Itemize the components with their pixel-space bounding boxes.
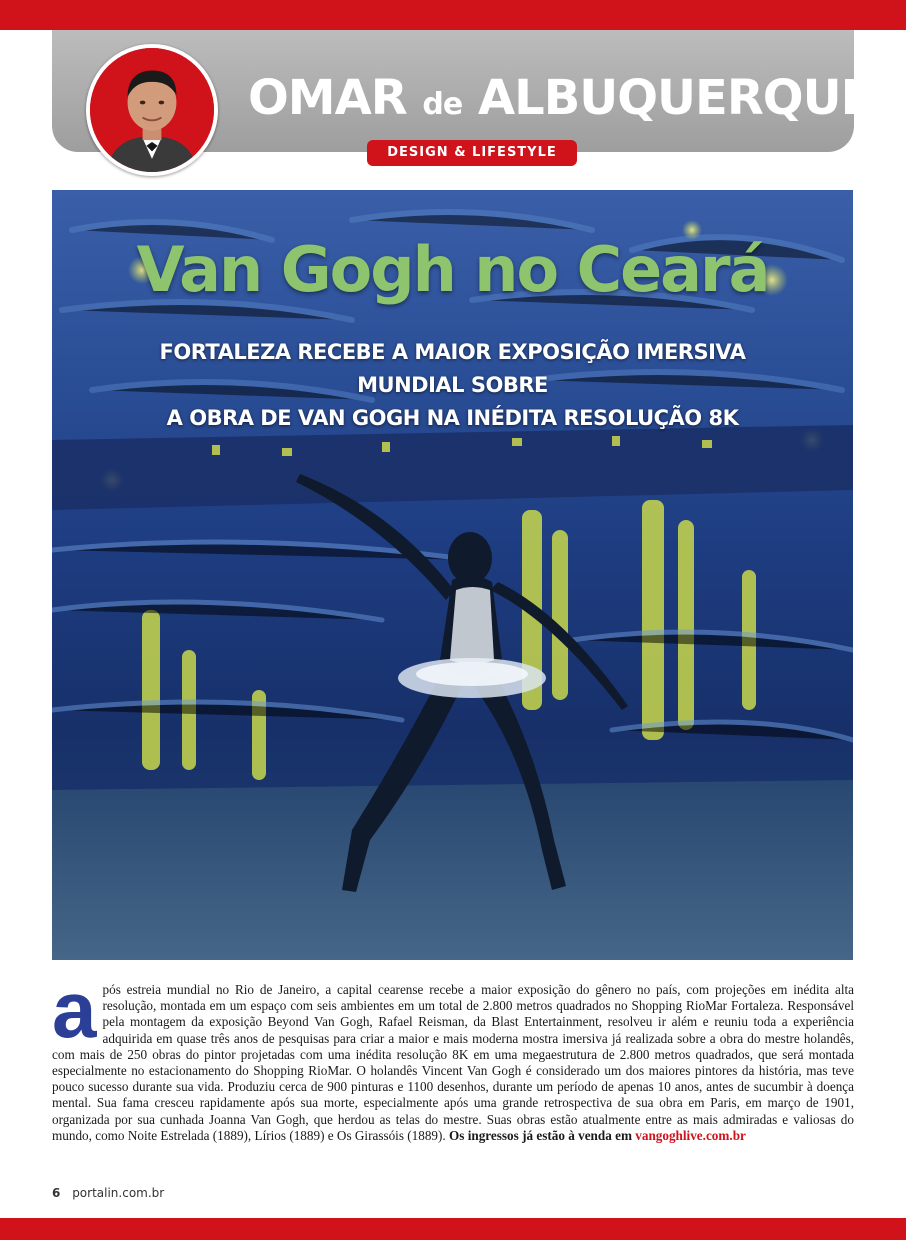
bottom-red-bar [0,1218,906,1240]
author-connector: de [422,87,463,122]
hero-image [52,190,853,960]
author-avatar [86,44,218,176]
section-tag: DESIGN & LIFESTYLE [367,140,577,166]
drop-cap: a [52,965,97,1054]
author-first-name: OMAR [248,70,407,126]
page-footer [52,1186,164,1202]
page-number: 6 [52,1186,61,1200]
ticket-link[interactable]: vangoghlive.com.br [635,1127,746,1143]
author-last-name: ALBUQUERQUE [477,70,873,126]
article-headline: Van Gogh no Ceará [136,233,769,306]
site-url[interactable]: portalin.com.br [72,1186,165,1200]
top-red-bar [0,0,906,30]
author-portrait-icon [90,48,214,172]
ticket-cta: Os ingressos já estão à venda em [449,1127,632,1143]
article-subheadline [112,336,793,435]
subheadline-line-1: FORTALEZA RECEBE A MAIOR EXPOSIÇÃO IMERSIVA MUNDIAL SOBRE [159,340,746,397]
article-text: pós estreia mundial no Rio de Janeiro, a capital cearense recebe a maior exposição do gênero no país, com projeções em inédita alta resolução, montada em um espaço com seis ambientes em um total de 2.800 metros quadrados no Shopping RioMar Fortaleza. Responsável pela montagem da exposição Beyond Van Gogh, Rafael Reisman, da Blast Entertainment, resolveu ir além e reuniu toda a experiência adquirida em quase três anos de pesquisas para criar a maior e mais moderna mostra imersiva já realizada sobre a obra do mestre holandês, com mais de 250 obras do pintor projetadas com uma inédita resolução 8K em uma megaestrutura de 2.800 metros quadrados, que será montada especialmente no estacionamento do Shopping RioMar. O holandês Vincent Van Gogh é considerado um dos maiores pintores da história, mas teve pouco sucesso durante sua vida. Produziu cerca de 900 pinturas e 1100 desenhos, durante um período de apenas 10 anos, antes de sucumbir à doença mental. Sua fama cresceu rapidamente após sua morte, especialmente após uma grande retrospectiva de sua obra em Paris, em março de 1901, organizada por sua cunhada Joanna Van Gogh, que herdou as telas do mestre. Suas obras estão atualmente entre as mais admiradas e valiosas do mundo, como Noite Estrelada (1889), Lírios (1889) e Os Girassóis (1889). [52,982,854,1143]
article-body [52,965,854,1168]
subheadline-line-2: A OBRA DE VAN GOGH NA INÉDITA RESOLUÇÃO 8K [166,406,739,430]
author-name [248,58,873,138]
